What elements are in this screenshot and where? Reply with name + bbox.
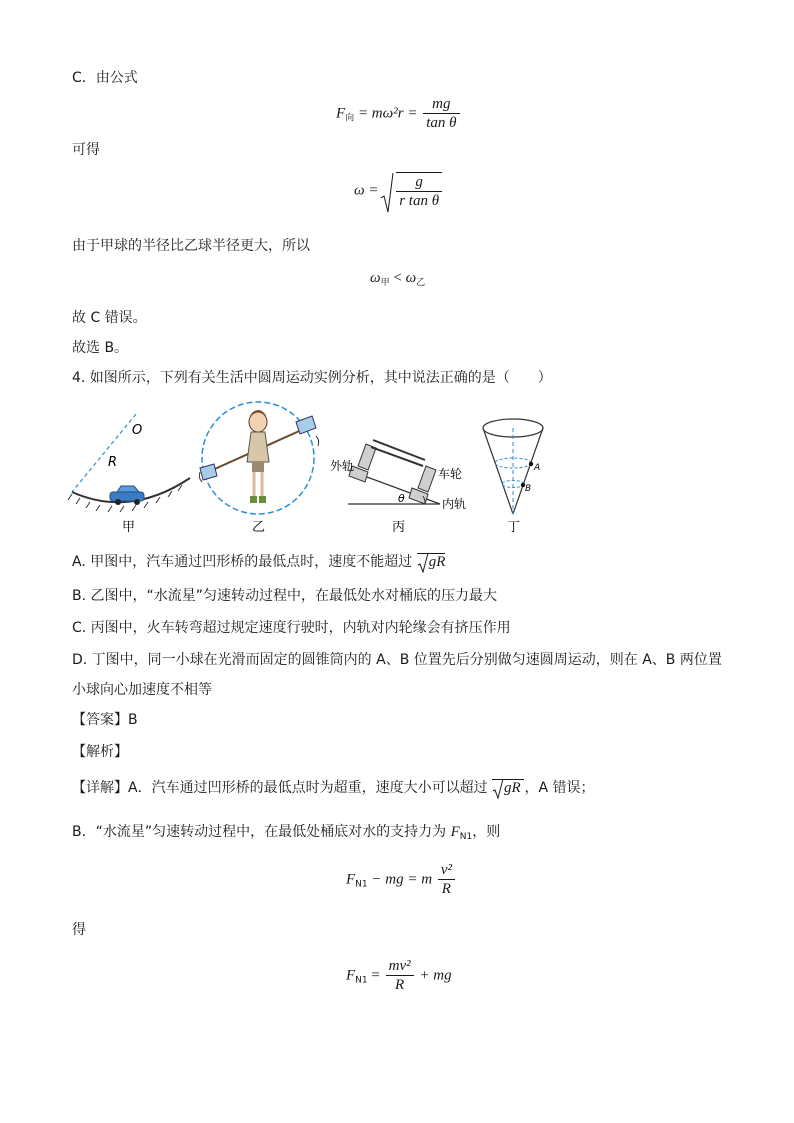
omega-denominator: r tan θ [396, 191, 442, 210]
label-wheel: 车轮 [438, 467, 463, 481]
sub-jia: 甲 [380, 278, 390, 288]
label-O: O [132, 423, 143, 438]
detail-a-end: ，A 错误； [524, 780, 595, 796]
label-B: B [525, 484, 532, 494]
f4-numerator: v² [440, 862, 452, 878]
f4-sub: N1 [355, 879, 368, 890]
figure-jia [68, 414, 190, 535]
figure-bing [330, 440, 466, 535]
detail-b-end: ，则 [472, 824, 501, 840]
radical-sign-icon [380, 172, 394, 214]
omega-lhs: ω = [354, 182, 379, 199]
f4-F: F [346, 871, 356, 888]
label-inner-rail: 内轨 [442, 497, 467, 511]
f4-fraction [438, 862, 455, 898]
detail-a-text: A．汽车通过凹形桥的最低点时为超重，速度大小可以超过 [128, 780, 488, 796]
figure-yi [199, 402, 318, 535]
radical-sign-icon [492, 779, 504, 799]
radical-sign-icon [417, 553, 429, 573]
arrow-top-icon [316, 436, 319, 446]
text-because: 由于甲球的半径比乙球半径更大，所以 [72, 238, 310, 254]
sub-yi: 乙 [416, 278, 426, 288]
option-b: B. 乙图中，“水流星”匀速转动过程中，在最低处水对桶底的压力最大 [72, 588, 498, 604]
text-get: 得 [72, 922, 86, 938]
omega-jia: ω [370, 270, 381, 286]
fraction-numerator: mg [432, 96, 451, 112]
option-a-text: A. 甲图中，汽车通过凹形桥的最低点时，速度不能超过 [72, 554, 413, 570]
detail-b-line [72, 822, 500, 847]
omega-numerator: g [415, 174, 423, 190]
question-4-stem: 4. 如图所示，下列有关生活中圆周运动实例分析，其中说法正确的是（ ） [72, 370, 552, 386]
bucket-top-icon [296, 416, 316, 434]
option-a-sqrt-value: gR [428, 554, 446, 570]
detail-label: 【详解】 [72, 780, 128, 796]
inner-wheel-icon [409, 466, 436, 504]
formula-centripetal-force [336, 96, 462, 132]
option-a [72, 552, 445, 572]
f5-eq: = [371, 967, 380, 984]
f5-tail: + mg [419, 967, 452, 984]
ball-A [529, 462, 533, 466]
answer-value: B [128, 712, 138, 728]
label-jia: 甲 [122, 520, 136, 535]
label-bing: 丙 [392, 520, 406, 535]
label-A: A [534, 463, 541, 473]
formula-omega-compare [370, 270, 425, 288]
f4-mid: − mg = m [371, 871, 433, 888]
detail-b-text: B．“水流星”匀速转动过程中，在最低处桶底对水的支持力为 [72, 824, 447, 840]
analysis-label: 【解析】 [72, 744, 128, 760]
answer-label: 【答案】 [72, 712, 128, 728]
detail-a-sqrt [492, 779, 524, 796]
cone-left-edge [483, 428, 513, 514]
label-R: R [108, 455, 118, 470]
formula-mid: = mω²r = [357, 105, 418, 122]
detail-b-F-sub: N1 [459, 832, 473, 842]
f5-sub: N1 [355, 975, 368, 986]
less-than: < [393, 270, 402, 286]
f4-denominator: R [438, 879, 455, 898]
option-d-line1: D. 丁图中，同一小球在光滑而固定的圆锥筒内的 A、B 位置先后分别做匀速圆周运动，则在 A、B 两位置 [72, 652, 722, 668]
option-a-sqrt [417, 553, 446, 570]
text-choose-b: 故选 B。 [72, 340, 129, 356]
omega-yi: ω [405, 270, 417, 286]
figure-circular-motion [0, 400, 794, 540]
f5-fraction [386, 958, 414, 994]
text-thus: 可得 [72, 142, 100, 158]
formula-fraction [423, 96, 459, 132]
formula-support-force [346, 958, 452, 994]
f5-denominator: R [386, 975, 414, 994]
formula-omega [354, 172, 444, 210]
omega-fraction [396, 172, 442, 210]
f5-numerator: mv² [388, 958, 411, 974]
fraction-denominator: tan θ [423, 113, 459, 132]
f5-F: F [346, 967, 356, 984]
detail-a-sqrt-value: gR [504, 780, 521, 796]
answer-line [72, 710, 138, 730]
option-d-line2: 小球向心加速度不相等 [72, 682, 212, 698]
girl-figure [247, 410, 269, 503]
label-ding: 丁 [507, 520, 521, 535]
option-c: C. 丙图中，火车转弯超过规定速度行驶时，内轨对内轮缘会有挤压作用 [72, 620, 511, 636]
text-c-wrong: 故 C 错误。 [72, 310, 147, 326]
text-c-intro: C．由公式 [72, 70, 138, 86]
label-theta: θ [398, 492, 405, 505]
formula-F-sub: 向 [345, 113, 355, 124]
label-outer-rail: 外轨 [330, 459, 355, 473]
sqrt-radical [382, 172, 444, 210]
label-yi: 乙 [252, 520, 266, 535]
figure-ding [483, 419, 543, 535]
radius-dashed-line [72, 414, 136, 492]
formula-F: F [336, 105, 346, 122]
formula-newton-bottom [346, 862, 457, 898]
detail-b-F: F [450, 824, 460, 840]
detail-a-line [72, 778, 594, 798]
